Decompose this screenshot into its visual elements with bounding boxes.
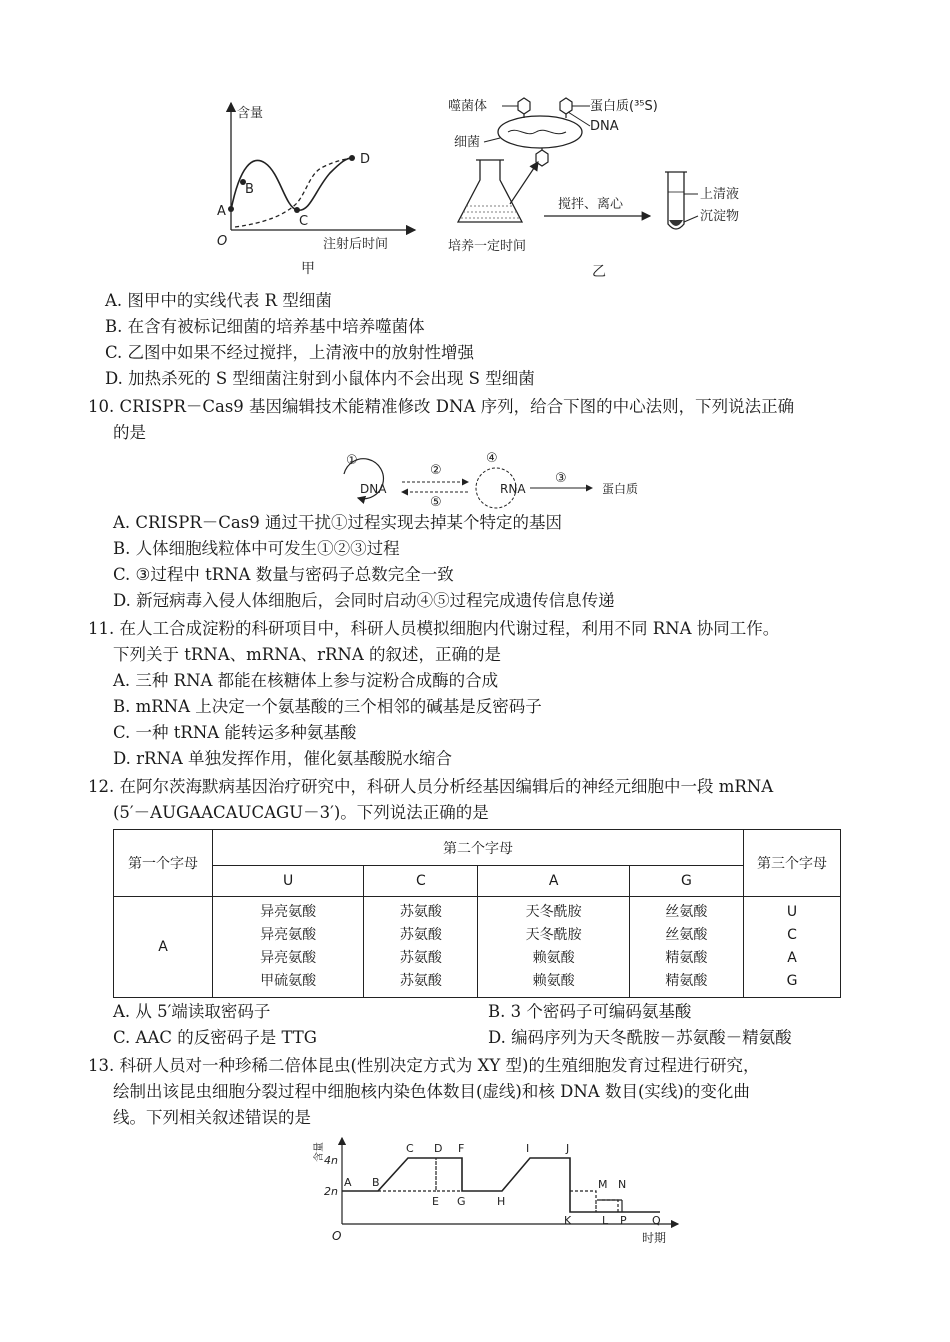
svg-text:蛋白质(³⁵S): 蛋白质(³⁵S) (590, 99, 658, 114)
chromosome-dna-graph (300, 1132, 690, 1247)
q9-option-b: B. 在含有被标记细菌的培养基中培养噬菌体 (105, 317, 425, 336)
figure-yi (440, 92, 770, 282)
svg-text:J: J (566, 1142, 570, 1155)
svg-text:F: F (458, 1142, 465, 1155)
bacterium (498, 116, 582, 148)
q11-stem-cont: 下列关于 tRNA、mRNA、rRNA 的叙述，正确的是 (113, 645, 501, 664)
svg-text:②: ② (430, 463, 442, 478)
svg-text:K: K (564, 1214, 572, 1227)
q11-option-a: A. 三种 RNA 都能在核糖体上参与淀粉合成酶的合成 (113, 671, 499, 690)
svg-text:M: M (598, 1178, 608, 1191)
q9-option-d: D. 加热杀死的 S 型细菌注射到小鼠体内不会出现 S 型细菌 (105, 369, 535, 388)
svg-text:L: L (602, 1214, 609, 1227)
svg-text:搅拌、离心: 搅拌、离心 (558, 197, 624, 212)
svg-text:2n: 2n (324, 1185, 338, 1198)
q11-option-d: D. rRNA 单独发挥作用，催化氨基酸脱水缩合 (113, 749, 453, 768)
svg-text:O: O (217, 234, 228, 249)
header-first-letter: 第一个字母 (114, 830, 213, 897)
svg-text:E: E (432, 1195, 439, 1208)
chromosome-dashed-line (378, 1158, 462, 1191)
svg-text:A: A (344, 1176, 352, 1189)
q12-stem-cont: (5′－AUGAACAUCAGU－3′)。下列说法正确的是 (113, 803, 489, 822)
jia-xlabel: 注射后时间 (323, 237, 389, 252)
svg-text:4n: 4n (324, 1154, 338, 1167)
svg-text:C: C (406, 1142, 414, 1155)
svg-text:蛋白质: 蛋白质 (602, 482, 639, 496)
svg-text:上清液: 上清液 (700, 187, 740, 202)
svg-text:B: B (372, 1176, 380, 1189)
q12-option-c: C. AAC 的反密码子是 TTG (113, 1028, 317, 1047)
q10-stem: 10. CRISPR－Cas9 基因编辑技术能精准修改 DNA 序列，给合下图的中心法则，下列说法正确 (88, 397, 795, 416)
svg-text:C: C (299, 214, 309, 229)
q13-stem: 13. 科研人员对一种珍稀二倍体昆虫(性别决定方式为 XY 型)的生殖细胞发育过程进行研究， (88, 1056, 760, 1075)
svg-text:①: ① (346, 453, 358, 468)
culture-flask (458, 160, 522, 222)
q13-stem-cont2: 线。下列相关叙述错误的是 (113, 1108, 311, 1127)
svg-text:B: B (245, 182, 254, 197)
svg-text:O: O (332, 1229, 342, 1243)
q9-option-a: A. 图甲中的实线代表 R 型细菌 (105, 291, 332, 310)
q11-option-b: B. mRNA 上决定一个氨基酸的三个相邻的碱基是反密码子 (113, 697, 542, 716)
q12-option-d: D. 编码序列为天冬酰胺－苏氨酸－精氨酸 (488, 1028, 792, 1047)
svg-text:⑤: ⑤ (430, 495, 442, 510)
q11-option-c: C. 一种 tRNA 能转运多种氨基酸 (113, 723, 357, 742)
q9-option-c: C. 乙图中如果不经过搅拌，上清液中的放射性增强 (105, 343, 475, 362)
svg-text:含量: 含量 (314, 1142, 325, 1162)
svg-text:N: N (618, 1178, 627, 1191)
codon-table: 第一个字母 第二个字母 第三个字母 U C A G A 异亮氨酸 异亮氨酸 异亮氨酸 甲硫氨酸 苏氨酸 苏氨酸 苏氨酸 苏氨酸 天冬酰胺 天冬酰胺 赖氨酸 赖氨酸 丝氨酸 丝氨酸 精氨酸 精氨酸 U C A G (113, 829, 841, 998)
q13-stem-cont: 绘制出该昆虫细胞分裂过程中细胞核内染色体数目(虚线)和核 DNA 数目(实线)的变化曲 (113, 1082, 750, 1101)
q10-stem-cont: 的是 (113, 423, 146, 442)
svg-text:H: H (497, 1195, 506, 1208)
q12-option-a: A. 从 5′端读取密码子 (113, 1002, 271, 1021)
svg-text:A: A (217, 204, 226, 219)
central-dogma-diagram (330, 448, 660, 510)
svg-text:P: P (620, 1214, 627, 1227)
svg-text:RNA: RNA (500, 482, 526, 496)
header-third-letter: 第三个字母 (744, 830, 841, 897)
svg-text:噬菌体: 噬菌体 (448, 99, 488, 114)
table-row: A 异亮氨酸 异亮氨酸 异亮氨酸 甲硫氨酸 苏氨酸 苏氨酸 苏氨酸 苏氨酸 天冬酰胺 天冬酰胺 赖氨酸 赖氨酸 丝氨酸 丝氨酸 精氨酸 精氨酸 U C A G (114, 897, 841, 998)
svg-text:③: ③ (555, 471, 567, 486)
q12-option-b: B. 3 个密码子可编码氨基酸 (488, 1002, 692, 1021)
q11-stem: 11. 在人工合成淀粉的科研项目中，科研人员模拟细胞内代谢过程，利用不同 RNA 协同工作。 (88, 619, 780, 638)
svg-text:④: ④ (486, 451, 498, 466)
q10-option-a: A. CRISPR－Cas9 通过干扰①过程实现去掉某个特定的基因 (113, 513, 562, 532)
svg-text:沉淀物: 沉淀物 (700, 209, 740, 224)
svg-text:G: G (457, 1195, 466, 1208)
q10-option-d: D. 新冠病毒入侵人体细胞后，会同时启动④⑤过程完成遗传信息传递 (113, 591, 615, 610)
q12-stem: 12. 在阿尔茨海默病基因治疗研究中，科研人员分析经基因编辑后的神经元细胞中一段 mRNA (88, 777, 774, 796)
yi-caption: 乙 (592, 264, 606, 280)
svg-text:DNA: DNA (590, 119, 619, 134)
svg-text:D: D (360, 152, 371, 167)
svg-text:培养一定时间: 培养一定时间 (448, 239, 527, 254)
svg-text:D: D (434, 1142, 443, 1155)
svg-text:细菌: 细菌 (454, 135, 481, 150)
jia-ylabel: 含量 (237, 106, 264, 121)
phage-icon (518, 98, 572, 166)
q10-option-b: B. 人体细胞线粒体中可发生①②③过程 (113, 539, 400, 558)
svg-text:I: I (526, 1142, 530, 1155)
jia-caption: 甲 (301, 261, 315, 277)
svg-text:DNA: DNA (360, 482, 387, 496)
svg-text:时期: 时期 (642, 1231, 667, 1245)
svg-text:Q: Q (652, 1214, 661, 1227)
header-second-letter: 第二个字母 (213, 830, 744, 866)
figure-jia (205, 95, 425, 280)
q10-option-c: C. ③过程中 tRNA 数量与密码子总数完全一致 (113, 565, 454, 584)
